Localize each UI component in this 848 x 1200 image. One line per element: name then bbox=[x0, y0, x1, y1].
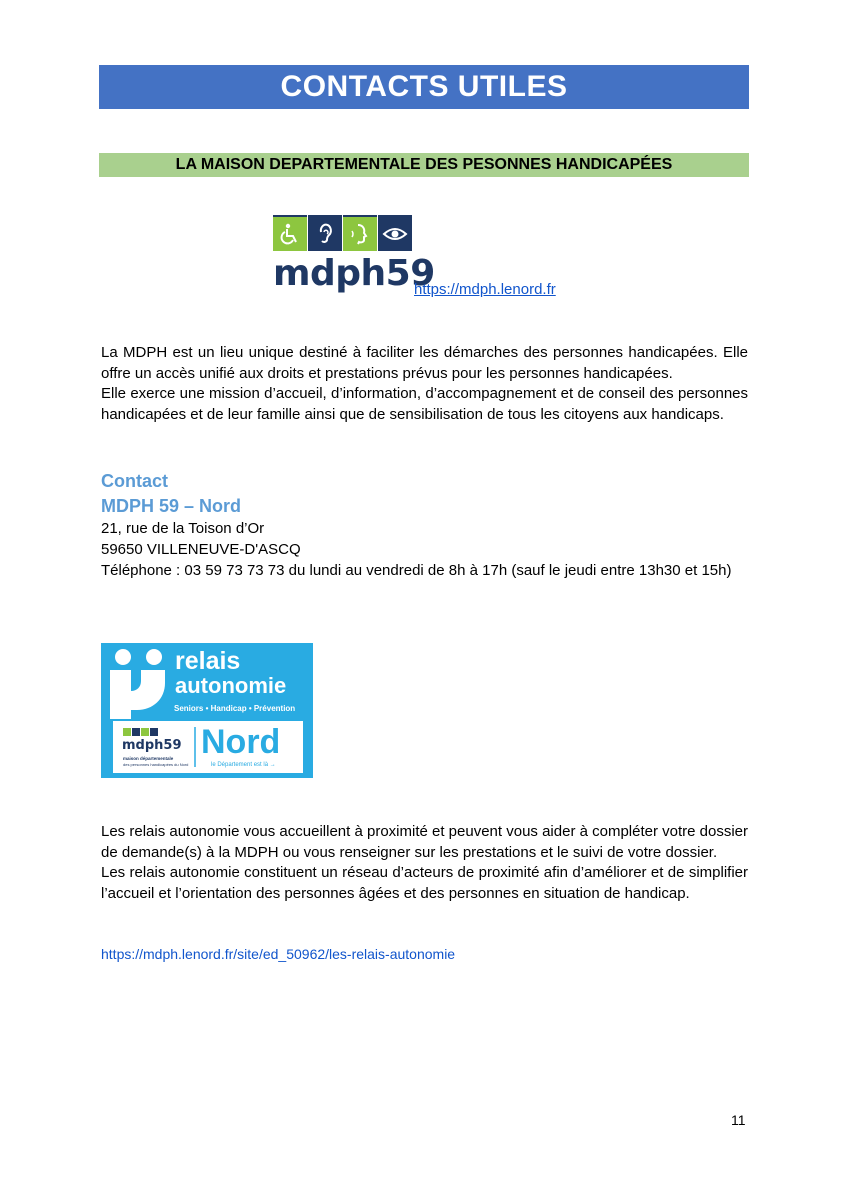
eye-icon bbox=[378, 215, 412, 251]
relais-description-paragraph: Les relais autonomie vous accueillent à proximité et peuvent vous aider à compléter votre dossier de demande(s) à la MDPH ou vous renseigner sur les prestations et le suivi de votre dossier. bbox=[101, 823, 749, 861]
relais-logo-line1: relais bbox=[175, 647, 241, 675]
relais-logo-mdph-sub2: des personnes handicapées du Nord bbox=[123, 762, 189, 767]
wheelchair-icon bbox=[273, 215, 307, 251]
relais-logo-mdph-sub1: maison départementale bbox=[123, 756, 174, 761]
address-city: 59650 VILLENEUVE-D'ASCQ bbox=[101, 541, 301, 558]
address-street: 21, rue de la Toison d’Or bbox=[101, 520, 265, 537]
mdph-mission-paragraph: Elle exerce une mission d’accueil, d’information, d’accompagnement et de conseil des personnes handicapées et de leur famille ainsi que de sensibilisation de tous les citoyens aux handicaps. bbox=[101, 385, 748, 423]
speech-face-icon bbox=[343, 215, 377, 251]
mdph59-logo bbox=[273, 215, 435, 295]
relais-logo-tagline: Seniors • Handicap • Prévention bbox=[174, 704, 296, 713]
relais-logo-nord-text: Nord bbox=[201, 723, 281, 761]
relais-description bbox=[101, 822, 748, 904]
ear-icon bbox=[308, 215, 342, 251]
section-title: LA MAISON DEPARTEMENTALE DES PESONNES HANDICAPÉES bbox=[99, 153, 749, 177]
contact-details bbox=[101, 518, 748, 581]
page-title: CONTACTS UTILES bbox=[99, 65, 749, 109]
relais-network-paragraph: Les relais autonomie constituent un réseau d’acteurs de proximité afin d’améliorer et de simplifier l’accueil et l’orientation des personnes âgées et des personnes en situation de handicap. bbox=[101, 864, 748, 902]
page-number: 11 bbox=[731, 1112, 746, 1128]
relais-autonomie-logo bbox=[101, 643, 313, 778]
relais-logo-nord-sub: le Département est là → bbox=[211, 762, 276, 768]
contact-heading: Contact bbox=[101, 471, 168, 491]
mdph-description bbox=[101, 343, 748, 425]
relais-logo-line2: autonomie bbox=[175, 673, 287, 698]
mdph-website-link[interactable]: https://mdph.lenord.fr bbox=[414, 281, 556, 298]
mdph-logo-text: mdph59 bbox=[273, 253, 435, 294]
relais-logo-mdph-text: mdph59 bbox=[122, 738, 182, 753]
mdph-logo-icons bbox=[273, 215, 413, 251]
mdph-description-paragraph: La MDPH est un lieu unique destiné à faciliter les démarches des personnes handicapées. Elle offre un accès unifié aux droits et prestations prévus pour les personnes handicapées. bbox=[101, 344, 748, 382]
contact-name: MDPH 59 – Nord bbox=[101, 496, 242, 516]
relais-autonomie-link[interactable]: https://mdph.lenord.fr/site/ed_50962/les-relais-autonomie bbox=[101, 946, 456, 962]
phone-hours: Téléphone : 03 59 73 73 73 du lundi au vendredi de 8h à 17h (sauf le jeudi entre 13h30 et 15h) bbox=[101, 562, 732, 579]
